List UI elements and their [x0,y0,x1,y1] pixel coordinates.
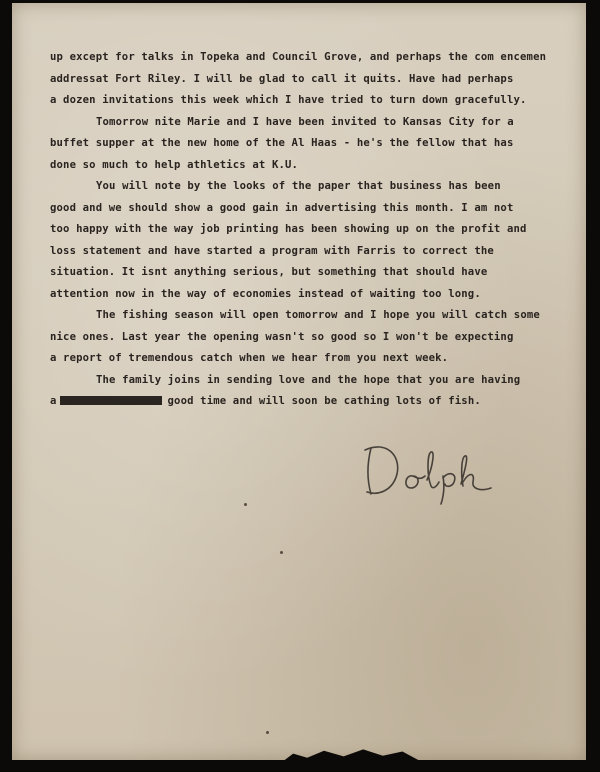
handwritten-signature [357,436,507,506]
letter-line: nice ones. Last year the opening wasn't so good so I won't be expecting [50,330,514,343]
torn-edge [282,748,422,762]
letter-line: The fishing season will open tomorrow and I hope you will catch some [96,309,540,321]
paper-speck [244,503,247,506]
letter-line: buffet supper at the new home of the Al Haas - he's the fellow that has [50,137,514,149]
letter-line-last [50,391,570,413]
letter-line: done so much to help athletics at K.U. [50,158,299,171]
letter-line: loss statement and have started a program with Farris to correct the [50,244,494,257]
letter-page [12,3,586,760]
last-line-prefix: a [50,395,57,407]
letter-line: up except for talks in Topeka and Council Grove, and perhaps the com encemen [50,51,547,63]
letter-line: You will note by the looks of the paper that business has been [96,180,501,192]
last-line-suffix: good time and will soon be cathing lots of fish. [167,395,481,407]
letter-body [50,47,570,413]
paper-speck [280,551,283,554]
letter-line: good and we should show a good gain in advertising this month. I am not [50,201,514,214]
letter-line: The family joins in sending love and the hope that you are having [96,373,521,386]
redaction-bar [60,396,162,405]
letter-line: a report of tremendous catch when we hear from you next week. [50,352,449,364]
letter-line: situation. It isnt anything serious, but something that should have [50,266,488,278]
letter-line: a dozen invitations this week which I have tried to turn down gracefully. [50,94,527,106]
letter-line: Tomorrow nite Marie and I have been invited to Kansas City for a [96,115,514,128]
letter-line: attention now in the way of economies instead of waiting too long. [50,287,481,300]
paper-speck [266,731,269,734]
letter-line: too happy with the way job printing has been showing up on the profit and [50,223,527,235]
letter-line: addressat Fort Riley. I will be glad to call it quits. Have had perhaps [50,72,514,85]
